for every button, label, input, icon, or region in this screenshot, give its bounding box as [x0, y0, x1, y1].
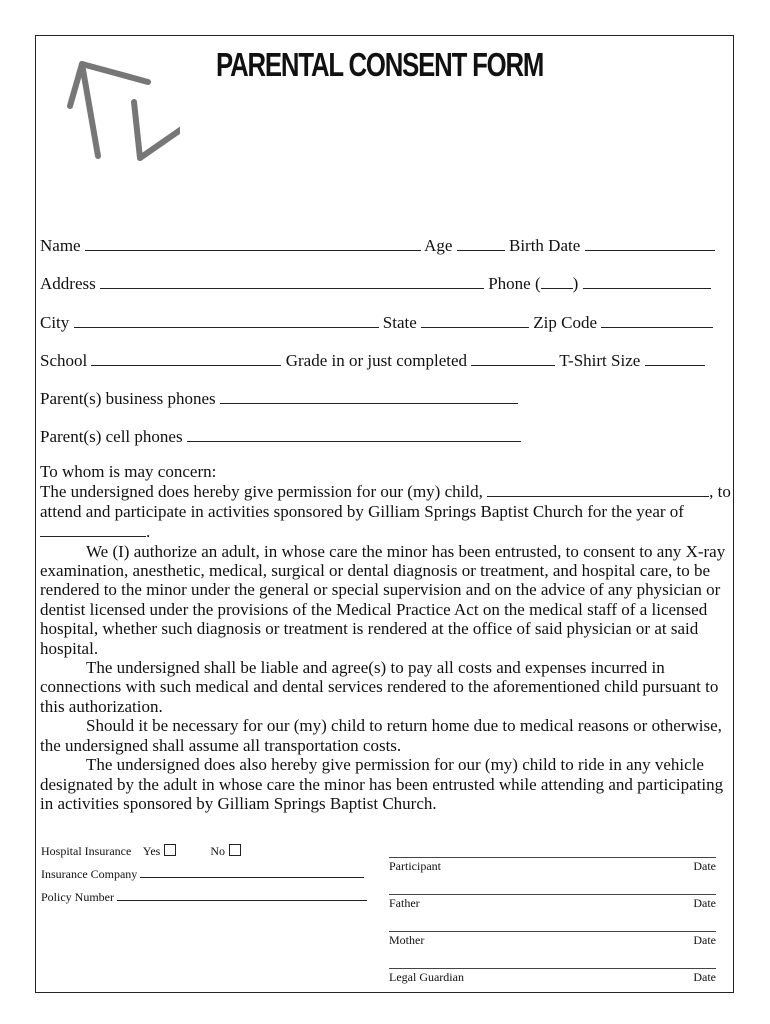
city-field[interactable] — [74, 312, 379, 328]
phone-label: Phone ( — [488, 274, 541, 293]
school-row — [40, 350, 705, 371]
consent-form-page — [35, 35, 734, 993]
cell-phones-field[interactable] — [187, 426, 521, 442]
policy-number-field[interactable] — [117, 889, 367, 901]
authorization-paragraph: We (I) authorize an adult, in whose care the minor has been entrusted, to consent to any X-ray examination, anesthetic, medical, surgical or dental diagnosis or treatment, and hospital care, to be rendered to the minor under the general or special supervision and on the advice of any physician or dentist licensed under the provisions of the Medical Practice Act on the medical staff of a licensed hospital, whether such diagnosis or treatment is rendered at the office of said physician or at said hospital. — [40, 541, 726, 658]
insurance-company-row — [41, 866, 364, 882]
participant-label: Participant — [389, 859, 441, 873]
address-label: Address — [40, 274, 96, 293]
insurance-company-field[interactable] — [140, 866, 364, 878]
address-row — [40, 273, 711, 294]
no-checkbox[interactable] — [229, 844, 241, 856]
participant-signature-line[interactable] — [389, 857, 716, 874]
name-row — [40, 235, 715, 256]
grade-field[interactable] — [471, 350, 555, 366]
tshirt-field[interactable] — [645, 350, 705, 366]
consent-body — [40, 462, 732, 813]
age-label: Age — [424, 236, 453, 255]
school-label: School — [40, 351, 88, 370]
year-field[interactable] — [40, 521, 146, 537]
birth-date-label: Birth Date — [508, 236, 581, 255]
greeting: To whom is may concern: — [40, 462, 217, 481]
father-signature-line[interactable] — [389, 894, 716, 911]
father-date-label: Date — [693, 896, 716, 910]
yes-checkbox[interactable] — [164, 844, 176, 856]
zip-label: Zip Code — [533, 313, 598, 332]
liability-paragraph: The undersigned shall be liable and agree(s) to pay all costs and expenses incurred in connections with such medical and dental services rendered to the aforementioned child pursuant to this authorization. — [40, 658, 719, 716]
city-row — [40, 312, 713, 333]
hospital-insurance-label: Hospital Insurance — [41, 844, 132, 858]
zip-field[interactable] — [601, 312, 713, 328]
transportation-paragraph: Should it be necessary for our (my) child to return home due to medical reasons or otherwise, the undersigned shall assume all transportation costs. — [40, 716, 722, 755]
policy-number-label: Policy Number — [41, 890, 114, 904]
intro-b: to attend and participate in activities sponsored by Gilliam Springs Baptist Church for the year of — [40, 482, 731, 521]
arrows-logo-icon — [50, 46, 180, 166]
participant-date-label: Date — [693, 859, 716, 873]
school-field[interactable] — [91, 350, 281, 366]
vehicle-paragraph: The undersigned does also hereby give permission for our (my) child to ride in any vehicle designated by the adult in whose care the minor has been entrusted while attending and participating in activities sponsored by Gilliam Springs Baptist Church. — [40, 755, 724, 813]
name-field[interactable] — [85, 235, 421, 251]
cell-phones-label: Parent(s) cell phones — [40, 427, 183, 446]
state-field[interactable] — [421, 312, 529, 328]
intro-paragraph: The undersigned does hereby give permission for our (my) child, , to attend and participate in activities sponsored by Gilliam Springs Baptist Church for the year of . — [40, 482, 731, 542]
state-label: State — [382, 313, 417, 332]
policy-number-row — [41, 889, 367, 905]
hospital-insurance-row — [41, 844, 241, 859]
guardian-signature-line[interactable] — [389, 968, 716, 985]
mother-date-label: Date — [693, 933, 716, 947]
child-name-field[interactable] — [487, 481, 709, 497]
address-field[interactable] — [100, 273, 484, 289]
area-code-field[interactable] — [541, 273, 573, 289]
phone-close: ) — [572, 274, 579, 293]
city-label: City — [40, 313, 70, 332]
name-label: Name — [40, 236, 81, 255]
form-title: PARENTAL CONSENT FORM — [216, 46, 544, 83]
mother-signature-line[interactable] — [389, 931, 716, 948]
business-phones-row — [40, 388, 518, 409]
business-phones-field[interactable] — [220, 388, 518, 404]
father-label: Father — [389, 896, 420, 910]
guardian-label: Legal Guardian — [389, 970, 464, 984]
mother-label: Mother — [389, 933, 425, 947]
birth-date-field[interactable] — [585, 235, 715, 251]
guardian-date-label: Date — [693, 970, 716, 984]
phone-field[interactable] — [583, 273, 711, 289]
age-field[interactable] — [457, 235, 505, 251]
intro-a: The undersigned does hereby give permission for our (my) child, — [40, 482, 488, 502]
no-label: No — [210, 844, 226, 858]
cell-phones-row — [40, 426, 521, 447]
tshirt-label: T-Shirt Size — [559, 351, 641, 370]
yes-label: Yes — [142, 844, 161, 858]
insurance-company-label: Insurance Company — [41, 867, 138, 881]
business-phones-label: Parent(s) business phones — [40, 389, 216, 408]
grade-label: Grade in or just completed — [285, 351, 468, 370]
